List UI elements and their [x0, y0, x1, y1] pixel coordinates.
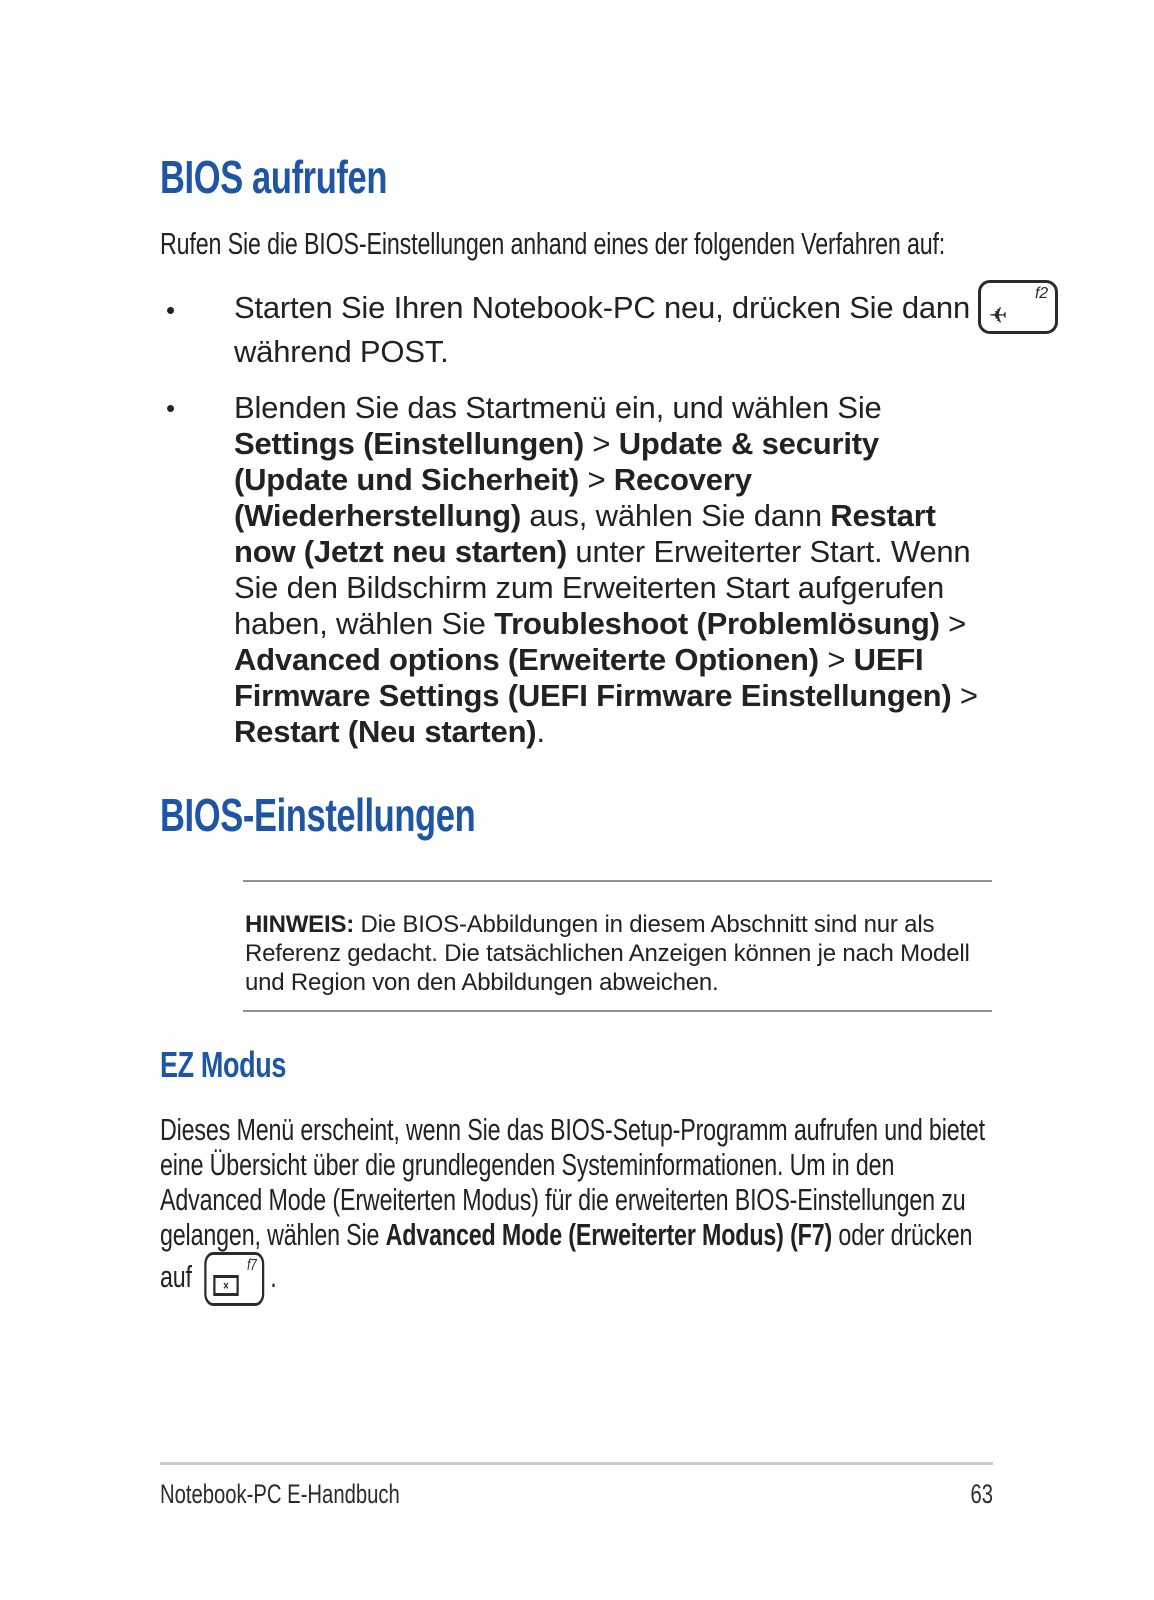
f2-key-icon	[978, 280, 1058, 334]
ez-mode-paragraph	[160, 1112, 993, 1306]
bullet2-text: Blenden Sie das Startmenü ein, und wählen Sie Settings (Einstellungen) > Update & security (Update und Sicherheit) > Recovery (Wiederherstellung) aus, wählen Sie dann Restart now (Jetzt neu starten) unter Erweiterter Start. Wenn Sie den Bildschirm zum Erweiterten Start aufgerufen haben, wählen Sie Troubleshoot (Problemlösung) > Advanced options (Erweiterte Optionen) > UEFI Firmware Settings (UEFI Firmware Einstellungen) > Restart (Neu starten).	[234, 390, 978, 749]
bullet1-line1	[234, 280, 1048, 334]
f7-key-icon	[204, 1252, 264, 1306]
footer-doc-title: Notebook-PC E-Handbuch	[160, 1479, 400, 1509]
page-content	[160, 0, 1048, 1306]
note-text: HINWEIS: Die BIOS-Abbildungen in diesem Abschnitt sind nur als Referenz gedacht. Die tatsächlichen Anzeigen können je nach Modell und Region von den Abbildungen abweichen.	[245, 911, 970, 996]
page-number: 63	[970, 1479, 993, 1509]
ez-paragraph-trailing-period: .	[270, 1259, 277, 1295]
f2-key-label: f2	[1035, 285, 1048, 302]
bullet-marker: •	[166, 295, 175, 325]
bullet-item-restart-f2	[160, 280, 1048, 370]
bullet1-text-line2: während POST.	[234, 334, 449, 369]
bullet1-text-line1: Starten Sie Ihren Notebook-PC neu, drücken Sie dann	[234, 289, 970, 325]
display-off-icon	[213, 1275, 239, 1296]
bullet-marker: •	[166, 393, 175, 423]
page-footer	[160, 1462, 993, 1510]
airplane-icon: ✈	[988, 303, 1008, 328]
f7-key-label: f7	[246, 1257, 257, 1274]
display-off-x-glyph: ×	[223, 1278, 229, 1293]
section-title-bios-aufrufen: BIOS aufrufen	[160, 151, 388, 203]
intro-paragraph: Rufen Sie die BIOS-Einstellungen anhand eines der folgenden Verfahren auf:	[160, 226, 946, 261]
bullet-item-start-menu-settings	[160, 390, 993, 750]
bullet-list	[160, 280, 1048, 750]
subsection-title-ez-modus: EZ Modus	[160, 1044, 286, 1085]
ez-paragraph-text: Dieses Menü erscheint, wenn Sie das BIOS-Setup-Programm aufrufen und bietet eine Übersicht über die grundlegenden Systeminformationen. Um in den Advanced Mode (Erweiterten Modus) für die erweiterten BIOS-Einstellungen zu gelangen, wählen Sie Advanced Mode (Erweiterter Modus) (F7) oder drücken auf	[160, 1112, 985, 1295]
note-box	[243, 880, 992, 1012]
section-title-bios-einstellungen: BIOS-Einstellungen	[160, 789, 476, 841]
